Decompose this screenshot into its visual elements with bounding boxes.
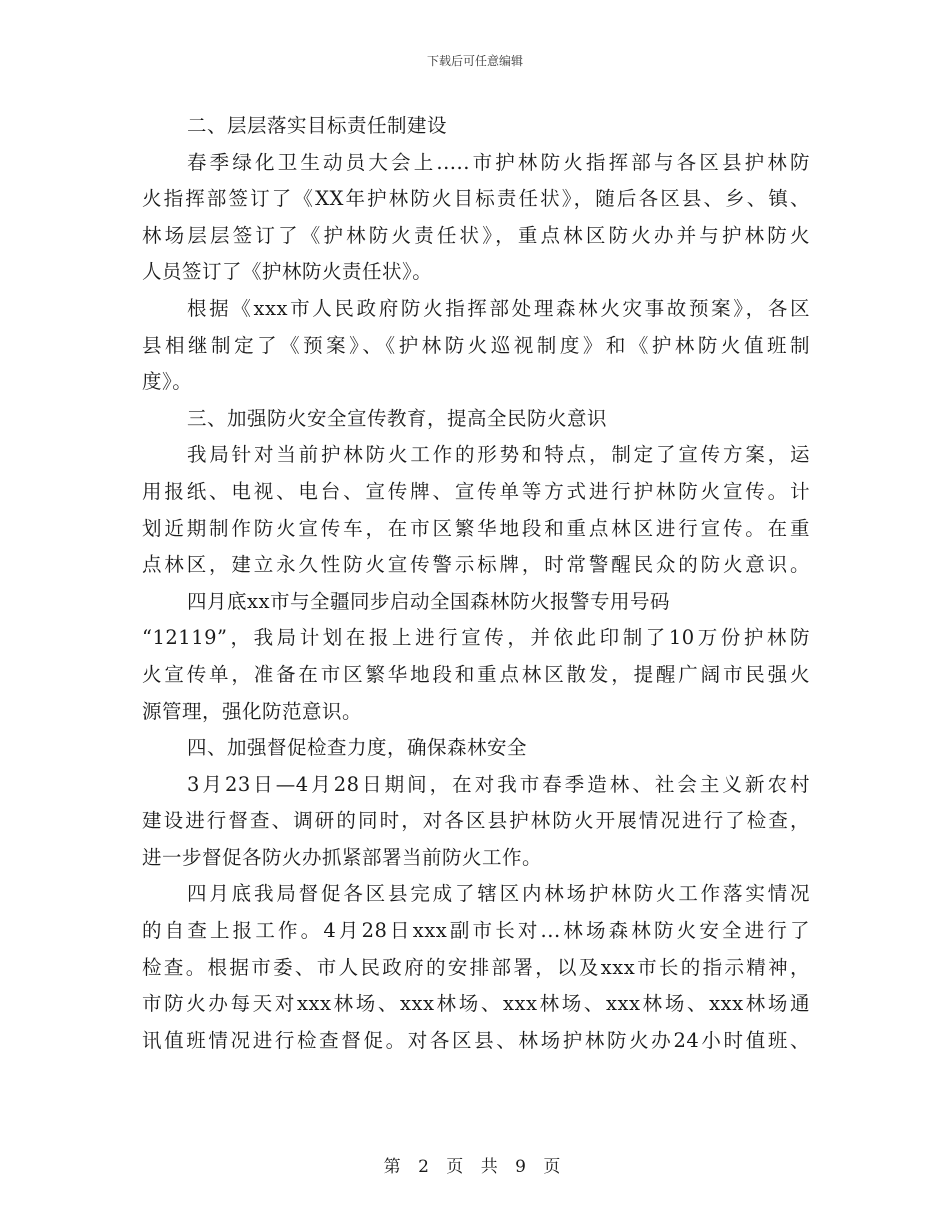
document-body	[142, 108, 810, 1059]
text-line: 建设进行督查、调研的同时，对各区县护林防火开展情况进行了检查，	[142, 809, 810, 833]
text-line: 度》。	[142, 370, 193, 394]
text-line: 源管理，强化防范意识。	[142, 699, 363, 723]
text-line: 三、加强防火安全宣传教育，提高全民防火意识	[187, 406, 608, 430]
text-line: 用报纸、电视、电台、宣传牌、宣传单等方式进行护林防火宣传。计	[142, 479, 810, 503]
text-line: 火指挥部签订了《XX年护林防火目标责任状》，随后各区县、乡、镇、	[142, 187, 810, 211]
text-line: 县相继制定了《预案》、《护林防火巡视制度》和《护林防火值班制	[142, 333, 810, 357]
text-line: 四月底我局督促各区县完成了辖区内林场护林防火工作落实情况	[187, 882, 810, 906]
text-line: 点林区，建立永久性防火宣传警示标牌，时常警醒民众的防火意识。	[142, 553, 810, 577]
text-line: 市防火办每天对xxx林场、xxx林场、xxx林场、xxx林场、xxx林场通	[142, 992, 810, 1016]
text-line: 四、加强督促检查力度，确保森林安全	[187, 736, 528, 760]
text-line: “12119”，我局计划在报上进行宣传，并依此印制了10万份护林防	[142, 626, 810, 650]
text-line: 我局针对当前护林防火工作的形势和特点，制定了宣传方案，运	[187, 443, 810, 467]
text-line: 春季绿化卫生动员大会上.....市护林防火指挥部与各区县护林防	[187, 150, 810, 174]
text-line: 的自查上报工作。4月28日xxx副市长对...林场森林防火安全进行了	[142, 919, 810, 943]
text-line: 根据《xxx市人民政府防火指挥部处理森林火灾事故预案》，各区	[187, 296, 810, 320]
text-line: 四月底xx市与全疆同步启动全国森林防火报警专用号码	[187, 589, 670, 613]
text-line: 检查。根据市委、市人民政府的安排部署，以及xxx市长的指示精神，	[142, 955, 810, 979]
header-note: 下载后可任意编辑	[426, 54, 523, 68]
text-line: 二、层层落实目标责任制建设	[187, 114, 448, 137]
text-line: 林场层层签订了《护林防火责任状》，重点林区防火办并与护林防火	[142, 223, 810, 247]
text-line: 进一步督促各防火办抓紧部署当前防火工作。	[142, 845, 543, 869]
text-line: 火宣传单，准备在市区繁华地段和重点林区散发，提醒广阔市民强火	[142, 662, 810, 686]
text-line: 讯值班情况进行检查督促。对各区县、林场护林防火办24小时值班、	[142, 1028, 810, 1052]
page-number: 第 2 页 共 9 页	[383, 1157, 567, 1177]
text-line: 人员签订了《护林防火责任状》。	[142, 260, 433, 284]
text-line: 划近期制作防火宣传车，在市区繁华地段和重点林区进行宣传。在重	[142, 516, 810, 540]
text-line: 3月23日—4月28日期间，在对我市春季造林、社会主义新农村	[187, 772, 810, 796]
